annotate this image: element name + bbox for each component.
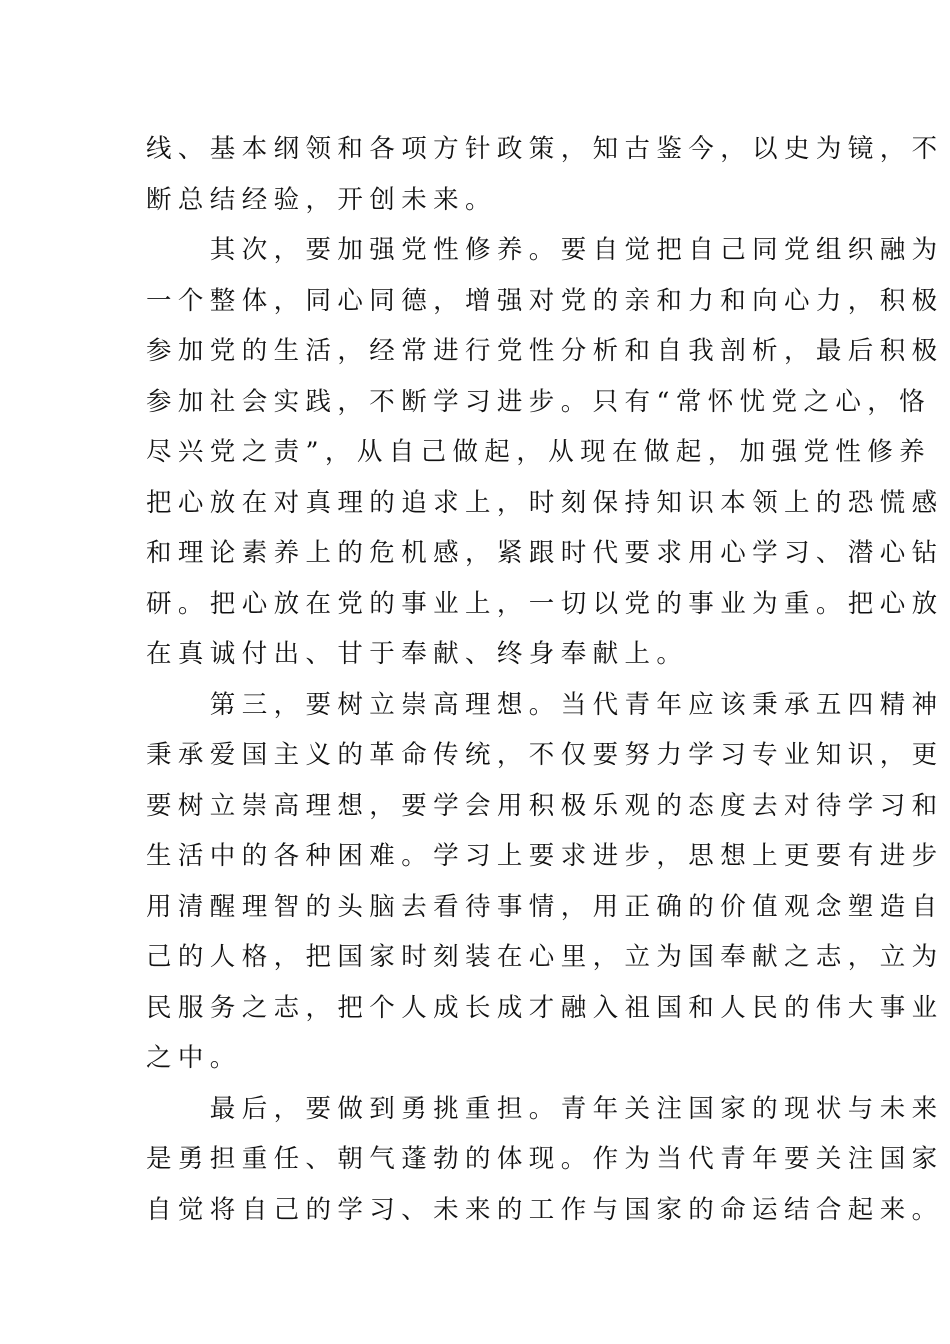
- text-line: 把心放在对真理的追求上，时刻保持知识本领上的恐慌感: [146, 487, 944, 518]
- text-line: 在真诚付出、甘于奉献、终身奉献上。: [146, 639, 689, 669]
- text-line: 生活中的各种困难。学习上要求进步，思想上更要有进步: [146, 841, 944, 871]
- text-line: 一个整体，同心同德，增强对党的亲和力和向心力，积极: [146, 285, 944, 316]
- text-line: 之中。: [146, 1043, 242, 1073]
- text-line: 第三，要树立崇高理想。当代青年应该秉承五四精神: [146, 689, 944, 720]
- text-line: 研。把心放在党的事业上，一切以党的事业为重。把心放: [146, 588, 944, 619]
- text-line: 断总结经验，开创未来。: [146, 184, 497, 215]
- text-line: 是勇担重任、朝气蓬勃的体现。作为当代青年要关注国家: [146, 1144, 944, 1174]
- text-line: 尽兴党之责”，从自己做起，从现在做起，加强党性修养: [146, 437, 932, 467]
- text-line: 参加社会实践，不断学习进步。只有“常怀忧党之心，恪: [146, 386, 932, 417]
- text-line: 其次，要加强党性修养。要自觉把自己同党组织融为: [146, 235, 944, 265]
- text-line: 用清醒理智的头脑去看待事情，用正确的价值观念塑造自: [146, 891, 944, 922]
- text-line: 秉承爱国主义的革命传统，不仅要努力学习专业知识，更: [146, 740, 944, 770]
- text-line: 自觉将自己的学习、未来的工作与国家的命运结合起来。: [146, 1194, 944, 1225]
- text-line: 参加党的生活，经常进行党性分析和自我剖析，最后积极: [146, 336, 944, 366]
- text-line: 民服务之志，把个人成长成才融入祖国和人民的伟大事业: [146, 992, 944, 1023]
- text-line: 和理论素养上的危机感，紧跟时代要求用心学习、潜心钻: [146, 538, 944, 568]
- text-line: 最后，要做到勇挑重担。青年关注国家的现状与未来: [146, 1093, 944, 1124]
- text-line: 要树立崇高理想，要学会用积极乐观的态度去对待学习和: [146, 790, 944, 821]
- text-line: 线、基本纲领和各项方针政策，知古鉴今，以史为镜，不: [146, 134, 944, 164]
- text-line: 己的人格，把国家时刻装在心里，立为国奉献之志，立为: [146, 942, 944, 972]
- document-body: [146, 124, 944, 1235]
